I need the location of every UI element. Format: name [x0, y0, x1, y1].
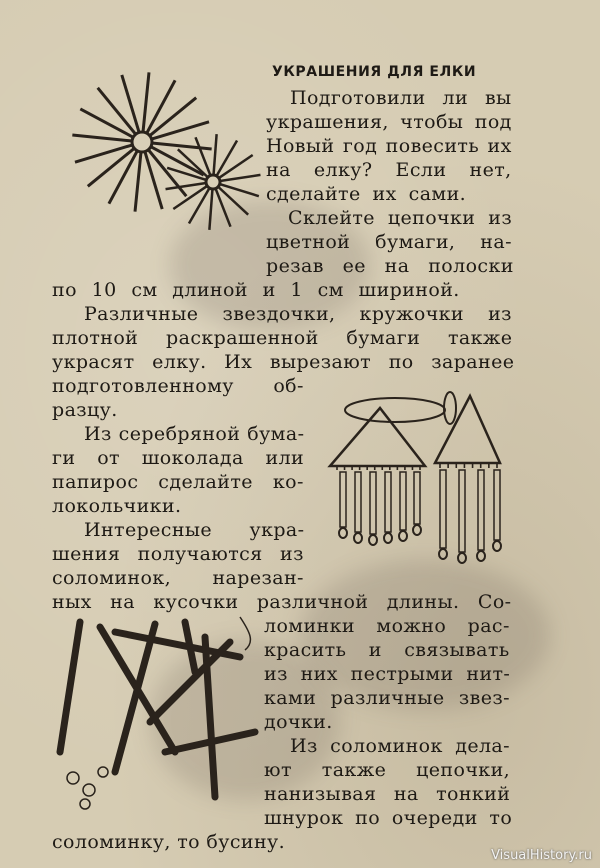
text-line: Различные звездочки, кружочки из [84, 303, 512, 325]
star-ray [145, 152, 162, 209]
tassel-straw [440, 470, 446, 548]
text-line: на елку? Если нет, [266, 159, 512, 181]
text-line: по 10 см длиной и 1 см шириной. [52, 279, 460, 301]
left-bell-cone [330, 408, 425, 466]
text-line: резав ее на полоски [266, 255, 514, 277]
tassel-bead [354, 533, 362, 543]
star-ornaments-illustration [70, 60, 260, 255]
tassel-bead [493, 541, 501, 551]
tassel-straw [340, 472, 346, 527]
straw-segment [185, 622, 195, 672]
star-ray [195, 137, 210, 175]
small-star-ornament [166, 134, 261, 230]
text-line: соломинку, то бусину. [52, 831, 286, 853]
text-line: папирос сделайте ко- [52, 471, 304, 493]
text-line: украшения, чтобы под [266, 111, 512, 133]
text-line: шнурок по очереди то [264, 807, 513, 829]
watermark: VisualHistory.ru [491, 848, 592, 863]
star-ray [152, 122, 209, 139]
star-ray [214, 134, 217, 175]
text-line: Из соломинок дела- [290, 735, 510, 757]
star-ray [135, 152, 141, 212]
text-line: ных на кусочки различной длины. Со- [52, 591, 512, 613]
tassel-straw [494, 470, 500, 540]
star-ray [166, 183, 207, 189]
tassel-straw [478, 470, 484, 550]
article-title: УКРАШЕНИЯ ДЛЯ ЕЛКИ [272, 64, 477, 80]
text-line: ги от шоколада или [52, 447, 305, 469]
star-ray [209, 189, 212, 230]
bead [80, 799, 90, 809]
text-line: дочки. [264, 711, 333, 733]
star-ray [216, 189, 231, 227]
bead [98, 767, 108, 777]
text-line: ют также цепочки, [264, 759, 511, 781]
large-star-ornament [72, 72, 211, 211]
text-line: подготовленному об- [52, 375, 304, 397]
straw-chain-illustration [55, 612, 265, 812]
tassel-bead [399, 531, 407, 541]
tassel-bead [439, 549, 447, 559]
text-line: нанизывая на тонкий [264, 783, 511, 805]
tassel-bead [413, 525, 421, 535]
bells-illustration [325, 388, 520, 573]
text-line: разцу. [52, 399, 118, 421]
star-ray [219, 155, 253, 178]
text-line: шения получаются из [52, 543, 304, 565]
text-line: красить и связывать [264, 639, 510, 661]
bead [67, 772, 79, 784]
text-line: ломинки можно рас- [264, 615, 510, 637]
star-ray [189, 188, 210, 223]
bead [83, 784, 95, 796]
tassel-straw [355, 472, 361, 532]
text-line: Склейте цепочки из [288, 207, 513, 229]
star-ray [173, 186, 207, 209]
text-line: Новый год повесить их [266, 135, 512, 157]
tassel-bead [477, 551, 485, 561]
star-ray [143, 72, 149, 132]
left-bell-tassels [339, 472, 421, 545]
tassel-bead [339, 528, 347, 538]
text-line: соломинок, нарезан- [52, 567, 304, 589]
text-line: локольчики. [52, 495, 182, 517]
star-ray [220, 175, 261, 181]
straw-segment [60, 622, 80, 752]
star-ray [75, 145, 132, 162]
text-line: Из серебряной бума- [84, 423, 305, 445]
tassel-bead [369, 535, 377, 545]
star-ray [72, 135, 132, 141]
thread [240, 617, 250, 650]
star-center [132, 132, 152, 152]
star-ray [152, 143, 212, 149]
tassel-bead [384, 533, 392, 543]
straw-segment [115, 624, 155, 772]
text-line: плотной раскрашенной бумаги также [52, 327, 513, 349]
hanging-loop [345, 398, 445, 422]
star-center [206, 175, 220, 189]
text-line: цветной бумаги, на- [266, 231, 512, 253]
text-line: Интересные укра- [84, 519, 305, 541]
tassel-straw [385, 472, 391, 532]
tassel-straw [459, 470, 465, 552]
tassel-bead [458, 553, 466, 563]
text-line: ками различные звез- [264, 687, 510, 709]
text-line: из них пестрыми нит- [264, 663, 511, 685]
text-line: сделайте их сами. [266, 183, 467, 205]
tassel-straw [414, 472, 420, 524]
tassel-straw [370, 472, 376, 534]
right-bell-tassels [439, 470, 501, 563]
hanging-loop [444, 392, 456, 424]
tassel-straw [400, 472, 406, 530]
star-ray [122, 75, 139, 132]
text-line: Подготовили ли вы [290, 87, 512, 109]
text-line: украсят елку. Их вырезают по заранее [52, 351, 515, 373]
star-ray [217, 140, 238, 175]
